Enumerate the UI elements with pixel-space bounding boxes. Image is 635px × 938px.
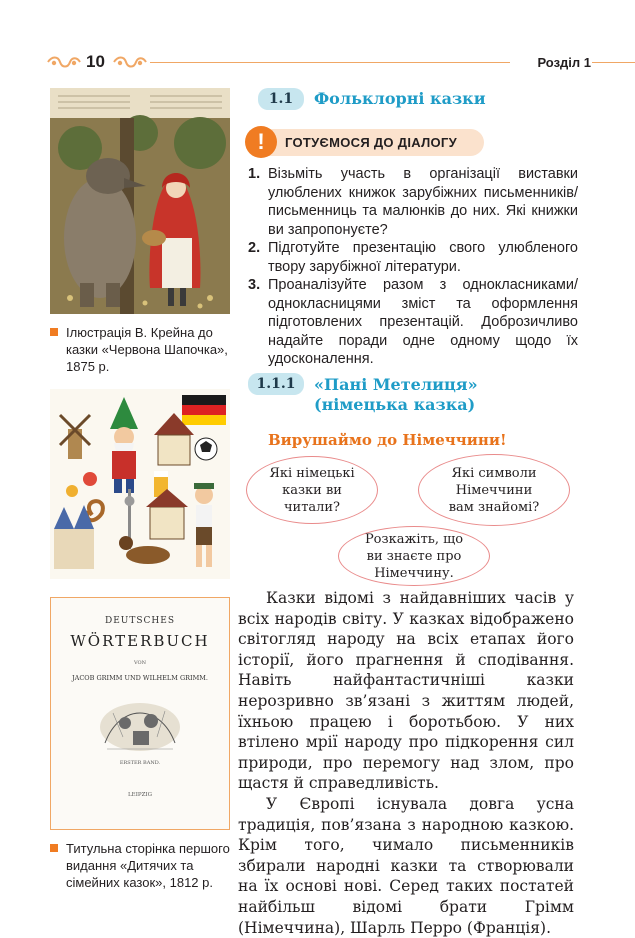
title-page-line3: VON: [134, 660, 146, 666]
germany-symbols-image: [50, 389, 230, 579]
speech-bubble-2: Які символи Німеччини вам знайомі?: [418, 454, 570, 526]
title-page-line5: ERSTER BAND.: [119, 760, 161, 766]
caption-bullet: [50, 844, 58, 852]
title-page-line1: DEUTSCHES: [104, 616, 175, 626]
illustration-red-riding-hood: [50, 88, 230, 314]
caption-bullet: [50, 328, 58, 336]
task-item-2: 2. Підготуйте презентацію свого улюбленого твору зарубіжної літератури.: [248, 240, 578, 275]
german-flag-icon: [182, 395, 226, 425]
ornament-left-icon: [46, 54, 82, 70]
prepare-dialog-label: ГОТУЄМОСЯ ДО ДІАЛОГУ: [285, 135, 457, 150]
title-page-vignette-icon: [95, 693, 185, 755]
header-rule: [150, 62, 510, 63]
task-item-1: 1. Візьміть участь в організації виставки улюблених книжок зарубіжних письменників/письменниць та малюнків до них. Які книжки ви запропонуєте?: [248, 166, 578, 238]
subsection-title-line2: (німецька казка): [314, 395, 476, 414]
subsection-title-line1: «Пані Метелиця»: [314, 375, 478, 394]
ornament-right-icon: [112, 54, 148, 70]
caption-illustration-1: Ілюстрація В. Крейна до казки «Червона Шапочка», 1875 р.: [50, 324, 235, 375]
subsection-number-badge: 1.1.1: [248, 373, 304, 395]
paragraph-2: У Європі існувала довга усна традиція, пов’язана з народною казкою. Крім того, чимало письменників збирали народні казки та створювали на їх основі нові. Серед таких постатей найбільш відомі брати Грімм (Німеччина), Шарль Перро (Франція).: [238, 794, 574, 937]
body-text: [238, 588, 574, 938]
title-page-line4: JACOB GRIMM UND WILHELM GRIMM.: [72, 674, 208, 682]
title-page-line6: LEIPZIG: [128, 792, 152, 798]
illustration-title-page: [50, 597, 230, 830]
title-page-line2: WÖRTERBUCH: [70, 632, 210, 650]
exclamation-icon: !: [245, 126, 277, 158]
section-number-badge: 1.1: [258, 88, 304, 110]
header-rule-right: [592, 62, 635, 63]
illustration-germany-symbols: [50, 389, 230, 579]
red-riding-hood-image: [50, 88, 230, 314]
travel-heading: Вирушаймо до Німеччини!: [268, 431, 507, 449]
speech-bubble-3: Розкажіть, що ви знаєте про Німеччину.: [338, 526, 490, 586]
paragraph-1: Казки відомі з найдавніших часів у всіх народів світу. У казках відображено світогляд народу на всіх етапах його історії, його прагнення й сподівання. Навіть найфантастичніші казки нерозривно зв’язані з життям людей, їхньою працею і боротьбою. У них втілено мрії народу про підкорення сил природи, про перемогу над злом, про щастя й справедливість.: [238, 589, 574, 793]
task-item-3: 3. Проаналізуйте разом з однокласниками/однокласницями зміст та оформлення підготовлених презентацій. Доброзичливо надайте поради одне одному щодо їх удосконалення.: [248, 277, 578, 367]
section-title: Фольклорні казки: [314, 89, 486, 108]
section-label: Розділ 1: [537, 55, 591, 70]
speech-bubble-1: Які німецькі казки ви читали?: [246, 456, 378, 524]
page-number: 10: [86, 52, 105, 71]
caption-illustration-3: Титульна сторінка першого видання «Дитячих та сімейних казок», 1812 р.: [50, 840, 235, 891]
